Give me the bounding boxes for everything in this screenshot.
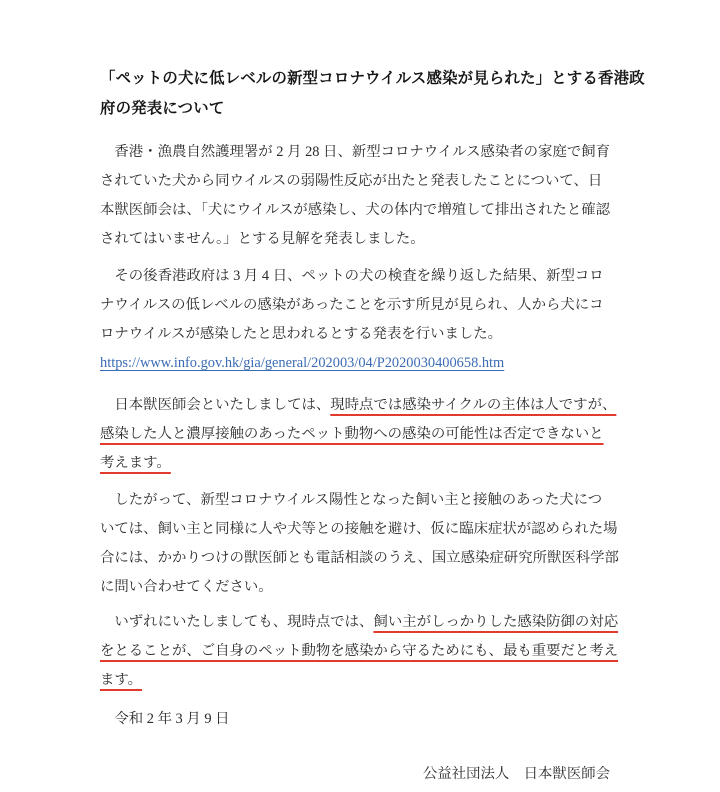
text-segment: に問い合わせてください。 xyxy=(100,579,273,595)
emphasized-underlined-text: 感染した人と濃厚接触のあったペット動物への感染の可能性は否定できないと xyxy=(100,426,604,442)
emphasized-underlined-text: をとることが、ご自身のペット動物を感染から守るためにも、最も重要だと考え xyxy=(100,643,619,659)
emphasized-underlined-text: ます。 xyxy=(100,672,143,688)
text-segment: 香港・漁農自然護理署が 2 月 28 日、新型コロナウイルス感染者の家庭で飼育 xyxy=(100,144,611,160)
text-segment: いては、飼い主と同様に人や犬等との接触を避け、仮に臨床症状が認められた場 xyxy=(100,521,618,537)
emphasized-underlined-text: 飼い主がしっかりした感染防御の対応 xyxy=(373,614,619,630)
text-line xyxy=(100,320,620,349)
paragraph-p2 xyxy=(100,262,620,378)
title-line xyxy=(100,94,620,124)
paragraph-signature xyxy=(100,760,620,789)
text-line xyxy=(100,225,620,254)
paragraph-p1 xyxy=(100,138,620,254)
text-line xyxy=(100,262,620,291)
text-segment: したがって、新型コロナウイルス陽性となった飼い主と接触のあった犬につ xyxy=(100,492,603,508)
text-segment: その後香港政府は 3 月 4 日、ペットの犬の検査を繰り返した結果、新型コロ xyxy=(100,268,604,284)
text-line xyxy=(100,291,620,320)
text-line xyxy=(100,515,620,544)
document-body xyxy=(100,64,645,789)
text-segment: 合には、かかりつけの獣医師とも電話相談のうえ、国立感染症研究所獣医科学部 xyxy=(100,550,619,566)
paragraph-p3 xyxy=(100,391,620,478)
text-line xyxy=(100,138,620,167)
text-line xyxy=(100,705,620,734)
text-line xyxy=(100,637,620,666)
text-line xyxy=(100,391,620,420)
text-segment: ロナウイルスが感染したと思われるとする発表を行いました。 xyxy=(100,326,503,342)
paragraph-date xyxy=(100,705,620,734)
text-line xyxy=(100,486,620,515)
text-segment: 「ペットの犬に低レベルの新型コロナウイルス感染が見られた」とする香港政 xyxy=(100,70,645,87)
text-segment: 府の発表について xyxy=(100,100,225,117)
text-segment: 日本獣医師会といたしましては、 xyxy=(100,397,331,413)
text-segment: いずれにいたしましても、現時点では、 xyxy=(100,614,374,630)
text-line xyxy=(100,666,620,695)
document-title xyxy=(100,64,645,124)
emphasized-underlined-text: 現時点では感染サイクルの主体は人ですが、 xyxy=(330,397,617,413)
text-segment: 本獣医師会は、「犬にウイルスが感染し、犬の体内で増殖して排出されたと確認 xyxy=(100,202,611,218)
text-segment: されてはいません。」とする見解を発表しました。 xyxy=(100,231,425,247)
text-line xyxy=(100,196,620,225)
text-line xyxy=(100,420,620,449)
text-line xyxy=(100,573,620,602)
text-segment: 公益社団法人 日本獣医師会 xyxy=(422,766,610,782)
text-line xyxy=(100,349,620,378)
text-line xyxy=(100,760,610,789)
text-line xyxy=(100,544,620,573)
emphasized-underlined-text: 考えます。 xyxy=(100,455,171,471)
source-link[interactable]: https://www.info.gov.hk/gia/general/202003/04/P2020030400658.htm xyxy=(100,355,505,371)
title-line xyxy=(100,64,645,94)
text-line xyxy=(100,449,620,478)
text-segment: ナウイルスの低レベルの感染があったことを示す所見が見られ、人から犬にコ xyxy=(100,297,604,313)
paragraph-p4 xyxy=(100,486,620,602)
text-line xyxy=(100,608,620,637)
text-segment: されていた犬から同ウイルスの弱陽性反応が出たと発表したことについて、日 xyxy=(100,173,603,189)
text-line xyxy=(100,167,620,196)
text-segment: 令和 2 年 3 月 9 日 xyxy=(100,711,230,727)
paragraph-p5 xyxy=(100,608,620,695)
